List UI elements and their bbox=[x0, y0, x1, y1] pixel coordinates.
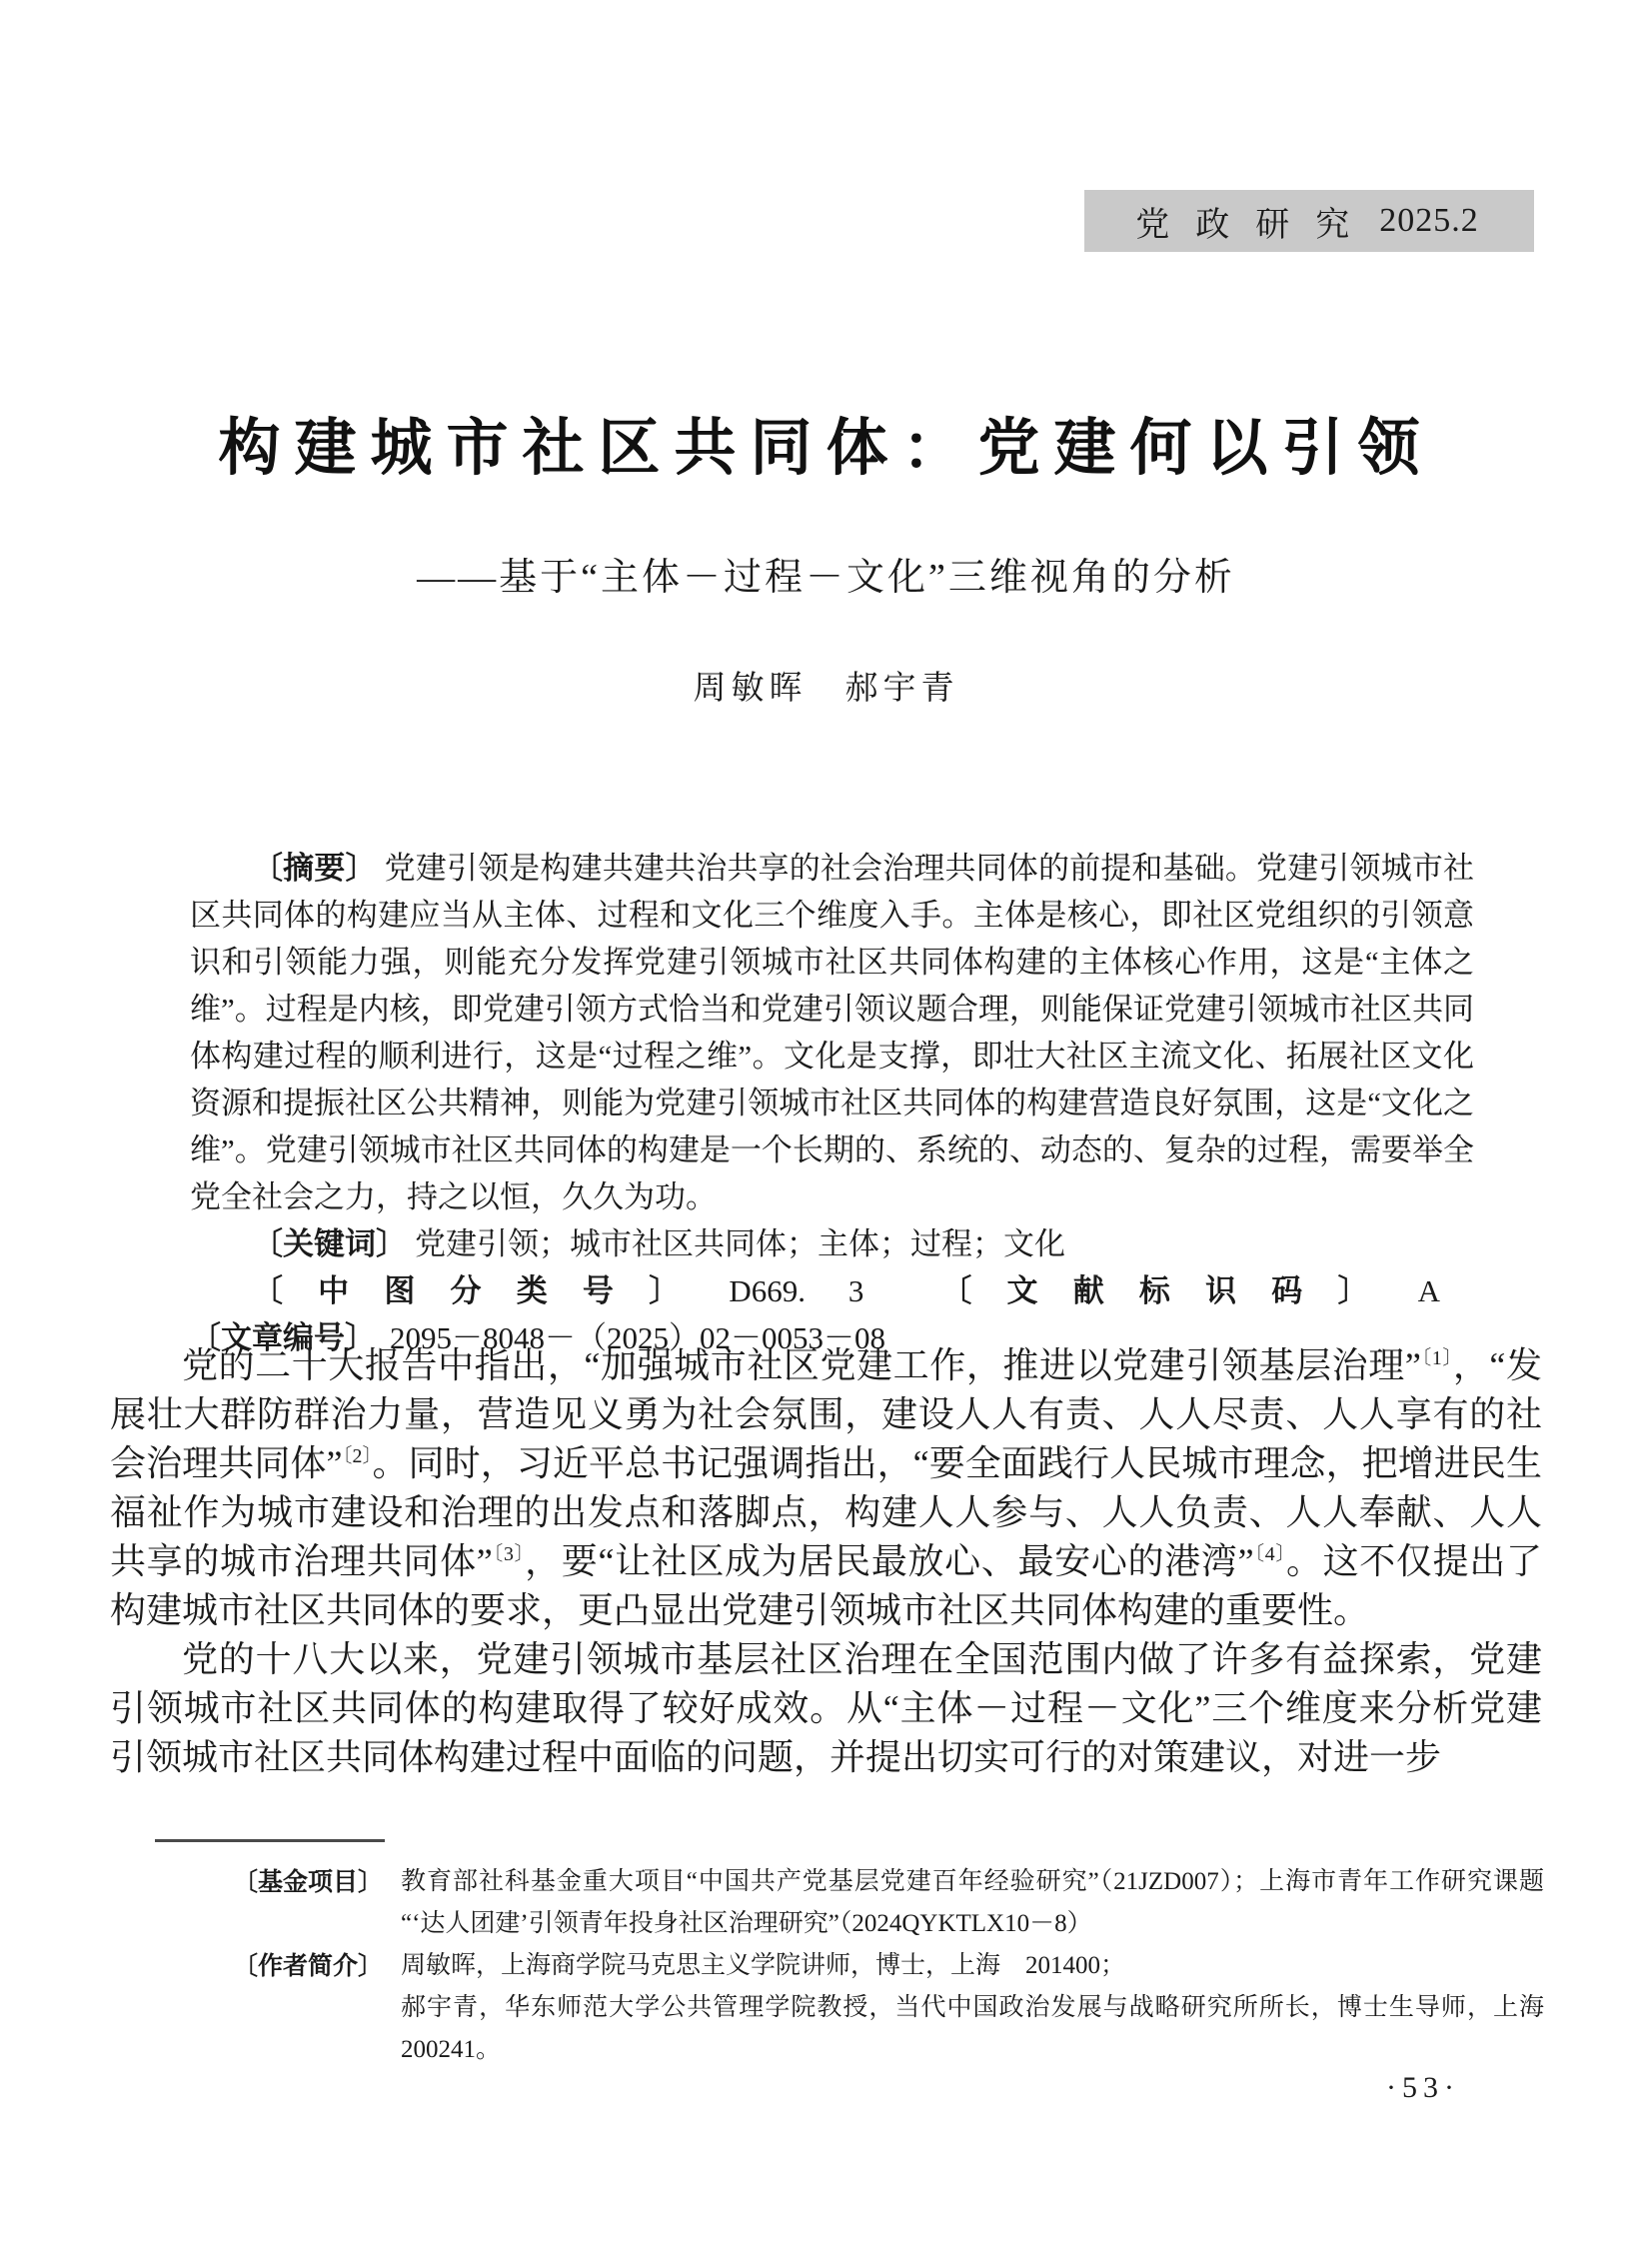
article-id-value: 2095－8048－（2025）02－0053－08 bbox=[390, 1320, 885, 1355]
clc-value: D669. 3 bbox=[729, 1273, 864, 1308]
body-paragraph-2: 党的十八大以来，党建引领城市基层社区治理在全国范围内做了许多有益探索，党建引领城市社区共同体的构建取得了较好成效。从“主体－过程－文化”三个维度来分析党建引领城市社区共同体构建过程中面临的问题，并提出切实可行的对策建议，对进一步 bbox=[110, 1639, 1542, 1777]
front-matter bbox=[190, 845, 1474, 1361]
article-authors: 周敏晖 郝宇青 bbox=[693, 671, 959, 707]
fund-content: 教育部社科基金重大项目“中国共产党基层党建百年经验研究”（21JZD007）；上海市青年工作研究课题“‘达人团建’引领青年投身社区治理研究”（2024QYKTLX10－8） bbox=[401, 1868, 1544, 1937]
body-text bbox=[110, 1341, 1542, 1782]
bio-content: 周敏晖，上海商学院马克思主义学院讲师，博士，上海 201400； 郝宇青，华东师范大学公共管理学院教授，当代中国政治发展与战略研究所所长，博士生导师，上海 200241。 bbox=[401, 1952, 1570, 2063]
footnotes bbox=[233, 1861, 1570, 2071]
clc-group bbox=[252, 1273, 863, 1308]
bio-label: 〔作者简介〕 bbox=[233, 1952, 384, 1980]
footnote-divider bbox=[155, 1839, 385, 1842]
journal-header-badge bbox=[1084, 190, 1534, 252]
abstract-paragraph bbox=[190, 845, 1474, 1220]
doc-code-value: A bbox=[1417, 1273, 1441, 1308]
keywords-line bbox=[190, 1220, 1474, 1267]
abstract-text: 党建引领是构建共建共治共享的社会治理共同体的前提和基础。党建引领城市社区共同体的构建应当从主体、过程和文化三个维度入手。主体是核心，即社区党组织的引领意识和引领能力强，则能充分发挥党建引领城市社区共同体构建的主体核心作用，这是“主体之维”。过程是内核，即党建引领方式恰当和党建引领议题合理，则能保证党建引领城市社区共同体构建过程的顺利进行，这是“过程之维”。文化是支撑，即壮大社区主流文化、拓展社区文化资源和提振社区公共精神，则能为党建引领城市社区共同体的构建营造良好氛围，这是“文化之维”。党建引领城市社区共同体的构建是一个长期的、系统的、动态的、复杂的过程，需要举全党全社会之力，持之以恒，久久为功。 bbox=[190, 851, 1475, 1214]
footnote-author-bio bbox=[233, 1945, 1570, 2071]
page-number: ·53· bbox=[1386, 2071, 1460, 2104]
keywords-label: 〔关键词〕 bbox=[252, 1226, 407, 1261]
article-title: 构建城市社区共同体：党建何以引领 bbox=[218, 414, 1434, 483]
clc-label: 〔中图分类号〕 bbox=[252, 1273, 716, 1308]
article-subtitle: ——基于“主体－过程－文化”三维视角的分析 bbox=[417, 557, 1235, 599]
journal-name: 党政研究 bbox=[1135, 206, 1376, 244]
keywords-text: 党建引领；城市社区共同体；主体；过程；文化 bbox=[415, 1226, 1065, 1261]
abstract-label: 〔摘要〕 bbox=[252, 851, 377, 886]
journal-issue: 2025.2 bbox=[1379, 202, 1479, 239]
doc-code-label: 〔文献标识码〕 bbox=[940, 1273, 1404, 1308]
footnote-fund bbox=[233, 1861, 1544, 1945]
doc-code-group bbox=[940, 1273, 1440, 1308]
fund-label: 〔基金项目〕 bbox=[233, 1868, 384, 1896]
body-paragraph-1: 党的二十大报告中指出，“加强城市社区党建工作，推进以党建引领基层治理”$^{〔1〕}$，“发展壮大群防群治力量，营造见义勇为社会氛围，建设人人有责、人人尽责、人人享有的社会治理共同体”$^{〔2〕}$。同时，习近平总书记强调指出，“要全面践行人民城市理念，把增进民生福祉作为城市建设和治理的出发点和落脚点，构建人人参与、人人负责、人人奉献、人人共享的城市治理共同体”$^{〔3〕}$，要“让社区成为居民最放心、最安心的港湾”$^{〔4〕}$。这不仅提出了构建城市社区共同体的要求，更凸显出党建引领城市社区共同体构建的重要性。 bbox=[110, 1345, 1542, 1630]
article-id-label: 〔文章编号〕 bbox=[190, 1320, 376, 1355]
